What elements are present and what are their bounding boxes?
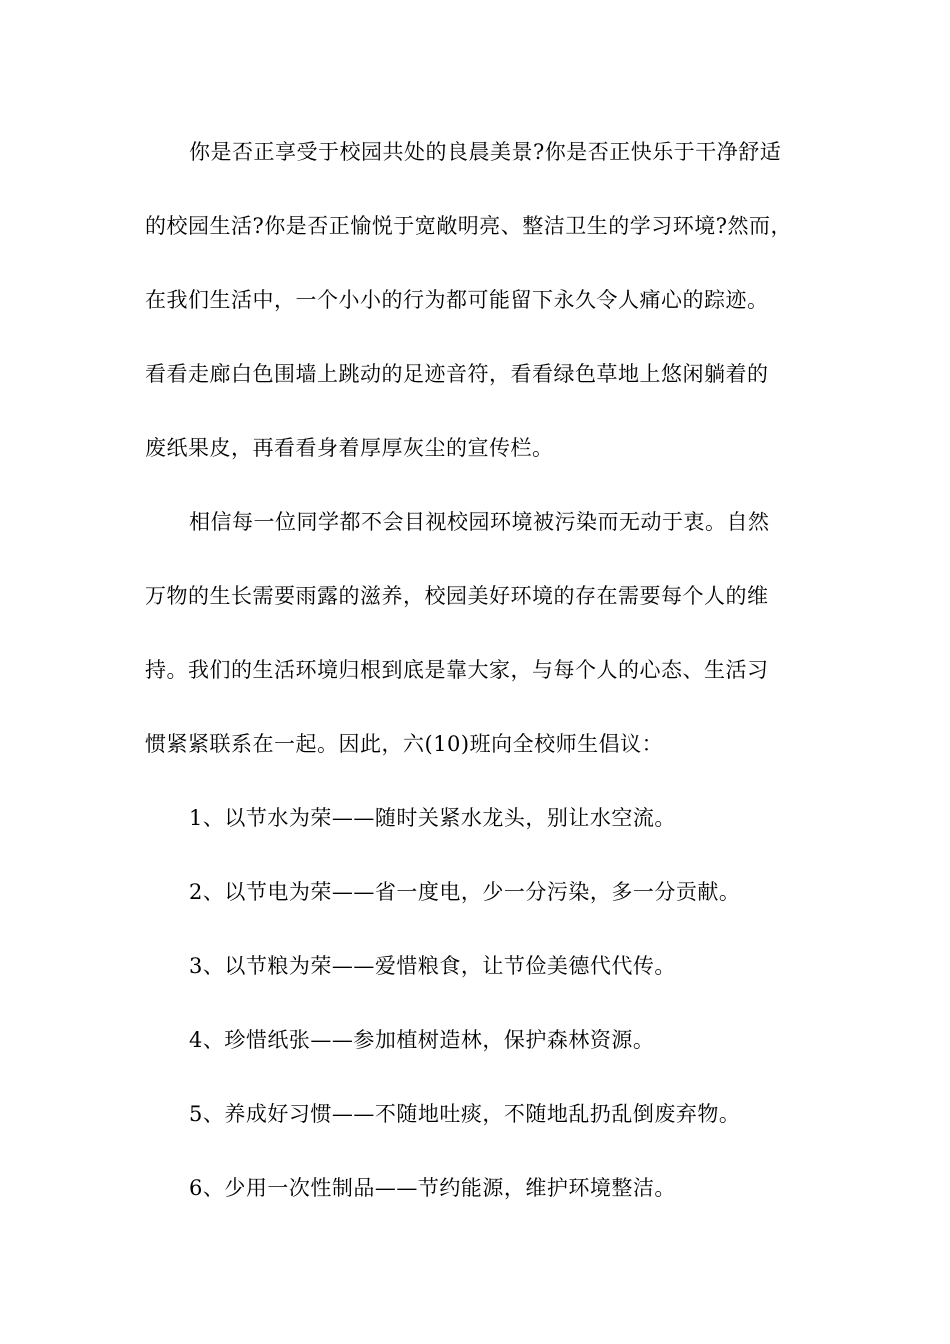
paragraph-2-line-2: 万物的生长需要雨露的滋养，校园美好环境的存在需要每个人的维 <box>145 584 769 608</box>
paragraph-2-line-4: 惯紧紧联系在一起。因此，六(10)班向全校师生倡议： <box>145 732 664 756</box>
paragraph-1-line-1: 你是否正享受于校园共处的良晨美景?你是否正快乐于干净舒适 <box>189 140 782 164</box>
document-body <box>145 128 815 1238</box>
paragraph-2-line-1: 相信每一位同学都不会目视校园环境被污染而无动于衷。自然 <box>189 510 770 534</box>
paragraph-2-line-3: 持。我们的生活环境归根到底是靠大家，与每个人的心态、生活习 <box>145 658 769 682</box>
proposal-item-5: 5、养成好习惯——不随地吐痰，不随地乱扔乱倒废弃物。 <box>189 1102 741 1126</box>
proposal-item-6: 6、少用一次性制品——节约能源，维护环境整洁。 <box>189 1176 676 1200</box>
paragraph-1-line-4: 看看走廊白色围墙上跳动的足迹音符，看看绿色草地上悠闲躺着的 <box>145 362 769 386</box>
proposal-item-3: 3、以节粮为荣——爱惜粮食，让节俭美德代代传。 <box>189 954 676 978</box>
proposal-item-2: 2、以节电为荣——省一度电，少一分污染，多一分贡献。 <box>189 880 741 904</box>
paragraph-1 <box>145 128 815 498</box>
proposal-item-1: 1、以节水为荣——随时关紧水龙头，别让水空流。 <box>189 806 676 830</box>
proposal-item-4: 4、珍惜纸张——参加植树造林，保护森林资源。 <box>189 1028 655 1052</box>
paragraph-1-line-3: 在我们生活中，一个小小的行为都可能留下永久令人痛心的踪迹。 <box>145 288 769 312</box>
paragraph-1-line-2: 的校园生活?你是否正愉悦于宽敞明亮、整洁卫生的学习环境?然而， <box>145 214 793 238</box>
proposal-list <box>145 794 815 1238</box>
paragraph-1-line-5: 废纸果皮，再看看身着厚厚灰尘的宣传栏。 <box>145 436 554 460</box>
paragraph-2 <box>145 498 815 794</box>
